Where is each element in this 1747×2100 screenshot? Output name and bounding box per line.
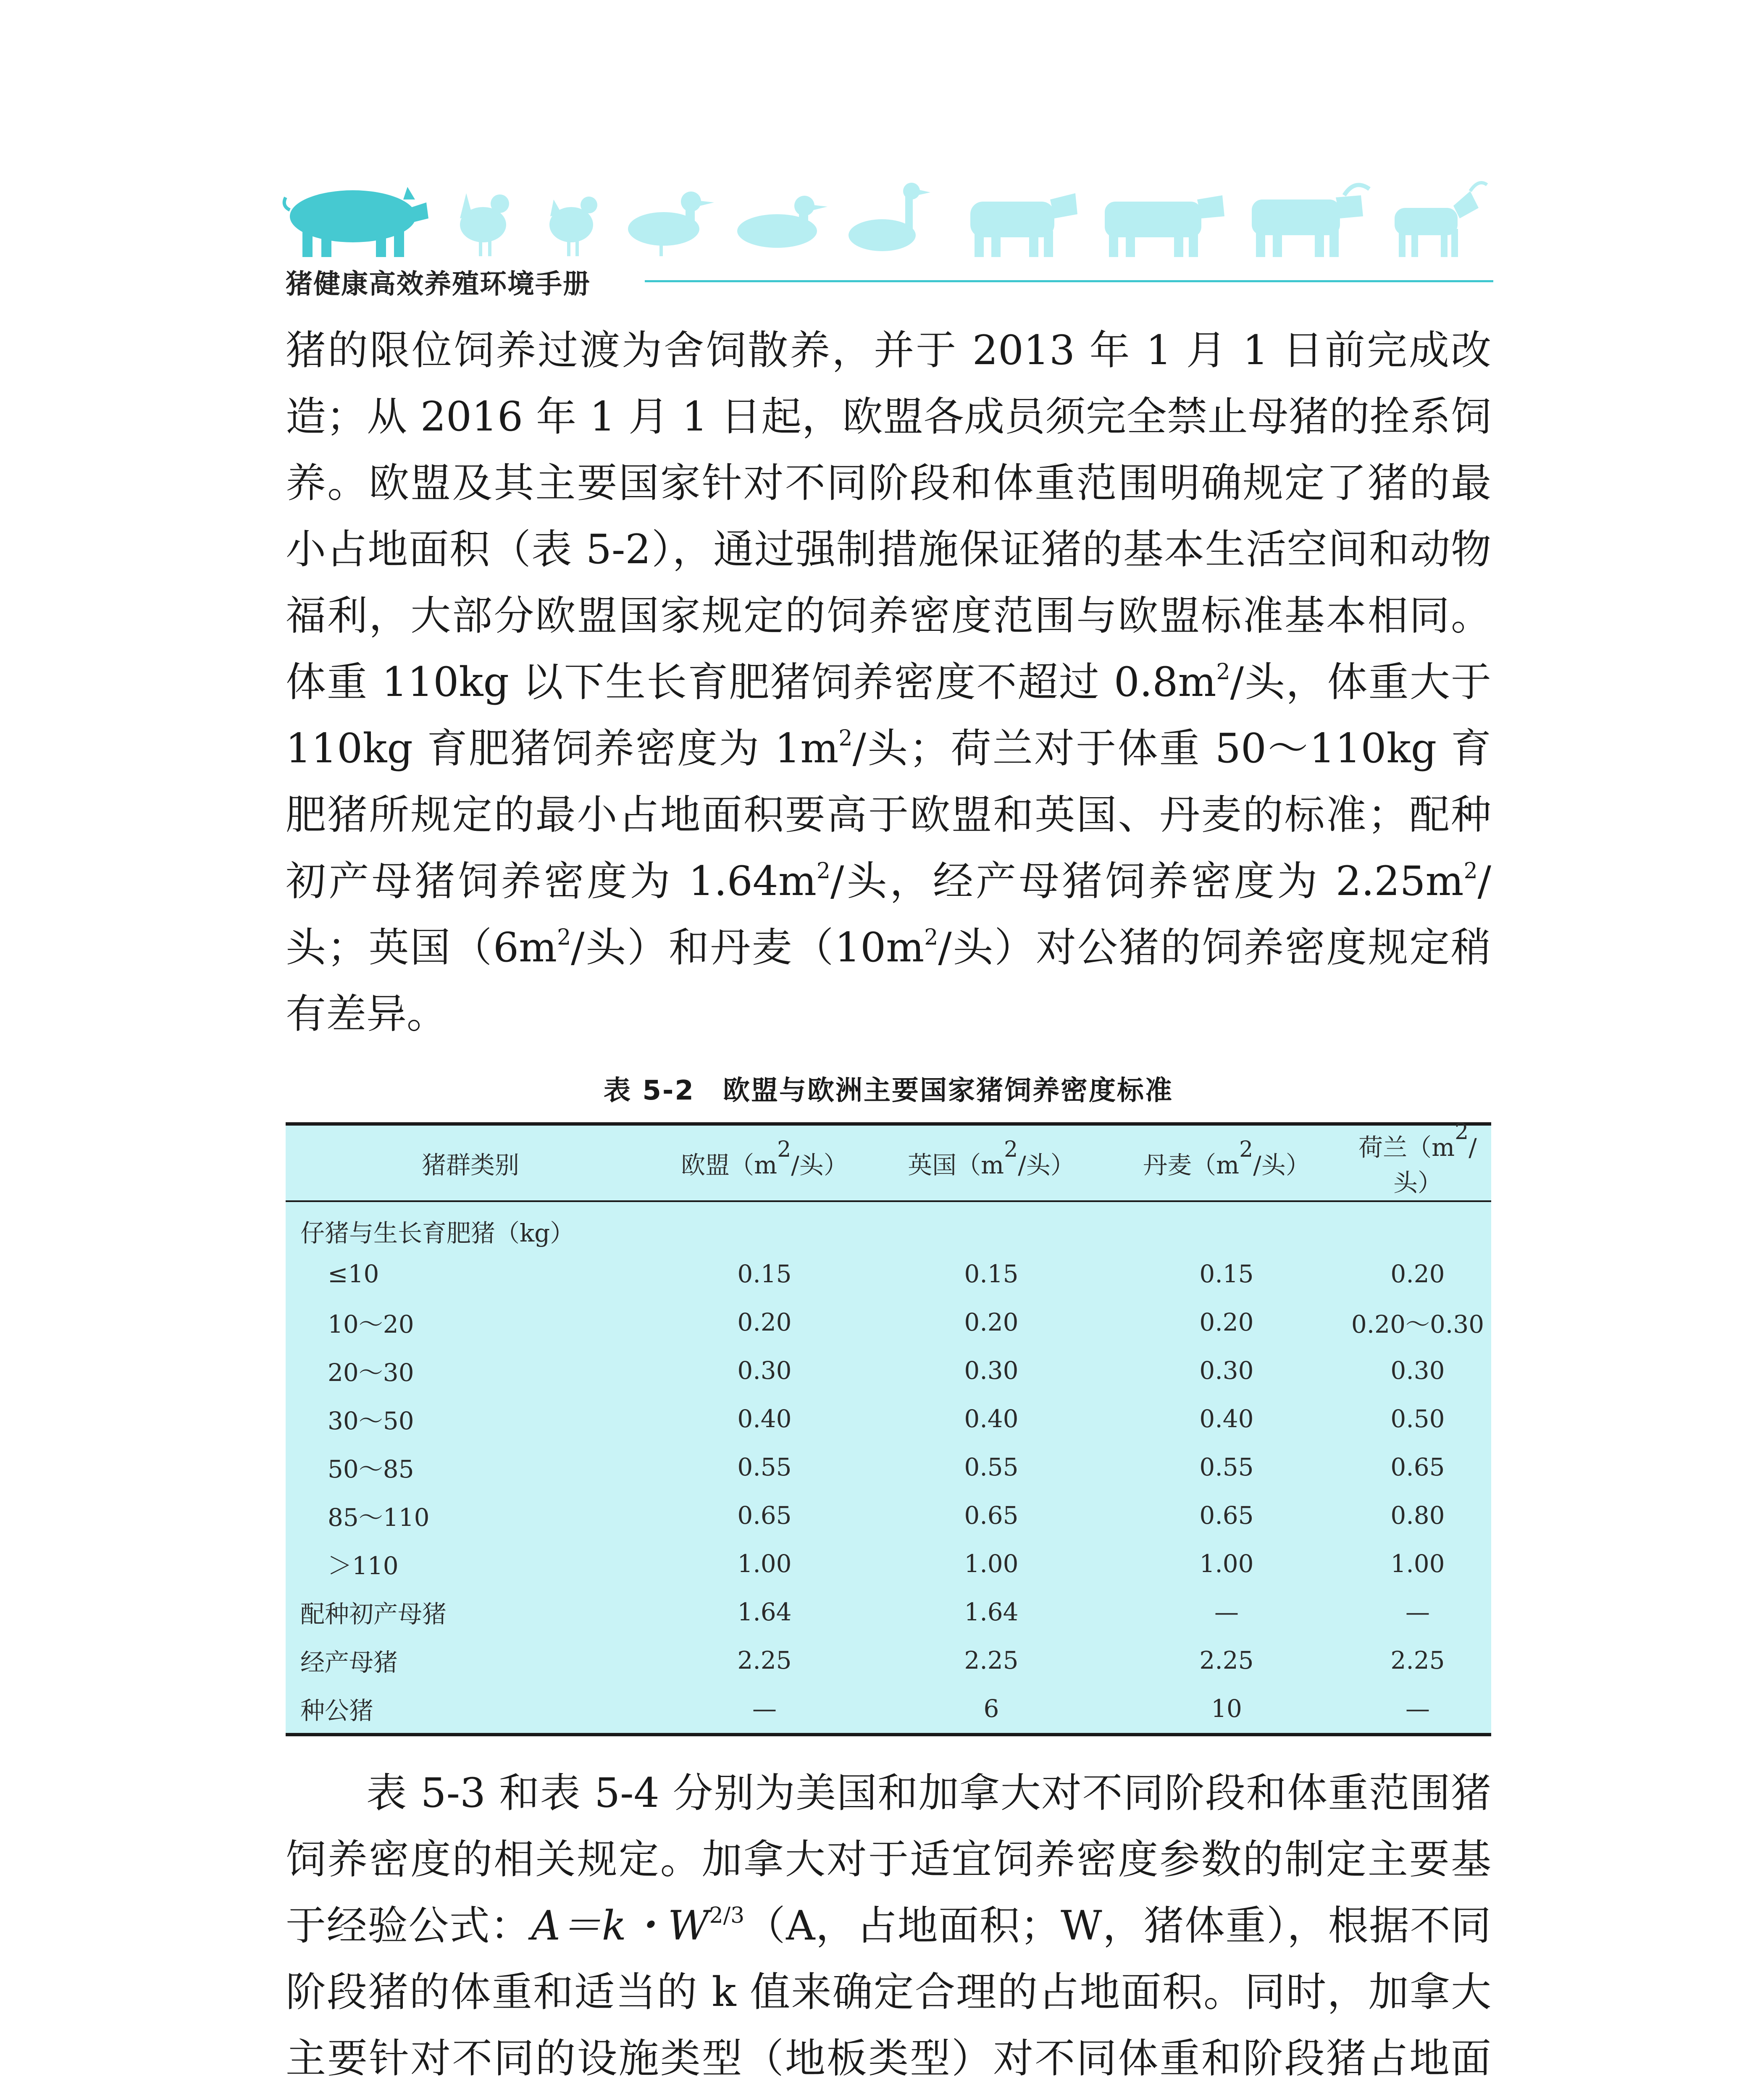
cell-uk: 6 bbox=[983, 1694, 999, 1723]
cell-eu bbox=[655, 1201, 874, 1250]
cell-eu: — bbox=[752, 1694, 777, 1723]
row-category: ＞110 bbox=[328, 1551, 399, 1580]
cell-denmark: 0.65 bbox=[1199, 1501, 1254, 1530]
cell-denmark: 0.30 bbox=[1199, 1356, 1254, 1385]
cell-denmark: 2.25 bbox=[1199, 1646, 1254, 1675]
cell-denmark: — bbox=[1214, 1597, 1239, 1626]
formula: A＝k・W bbox=[531, 1902, 709, 1949]
cell-denmark: 1.00 bbox=[1199, 1549, 1254, 1578]
cell-uk: 0.55 bbox=[964, 1452, 1019, 1481]
row-category: 85～110 bbox=[328, 1503, 430, 1532]
cell-eu: 0.55 bbox=[737, 1452, 792, 1481]
cell-denmark bbox=[1109, 1201, 1344, 1250]
table-row bbox=[286, 1588, 1491, 1636]
row-category: 仔猪与生长育肥猪（kg） bbox=[300, 1218, 575, 1247]
cell-uk: 2.25 bbox=[964, 1646, 1019, 1675]
row-category: ≤10 bbox=[328, 1259, 379, 1288]
cell-uk: 0.30 bbox=[964, 1356, 1019, 1385]
cell-netherlands: 0.20 bbox=[1390, 1259, 1445, 1288]
cell-uk: 0.40 bbox=[964, 1404, 1019, 1433]
table-row bbox=[286, 1298, 1491, 1346]
cell-netherlands: 0.50 bbox=[1390, 1404, 1445, 1433]
row-category: 配种初产母猪 bbox=[300, 1599, 447, 1628]
table-row bbox=[286, 1394, 1491, 1443]
row-category: 种公猪 bbox=[300, 1696, 374, 1725]
cell-netherlands: 0.80 bbox=[1390, 1501, 1445, 1530]
cell-eu: 0.30 bbox=[737, 1356, 792, 1385]
goat-icon bbox=[1395, 183, 1487, 257]
header-eu: 欧盟（$m^2/$头） bbox=[681, 1137, 848, 1179]
row-category: 50～85 bbox=[328, 1454, 414, 1483]
cell-netherlands: — bbox=[1405, 1597, 1430, 1626]
cell-uk: 0.15 bbox=[964, 1259, 1019, 1288]
cell-netherlands: — bbox=[1405, 1694, 1430, 1723]
table-row bbox=[286, 1443, 1491, 1491]
duck-icon bbox=[737, 196, 828, 248]
duck-icon bbox=[628, 192, 714, 256]
hen-icon bbox=[549, 197, 597, 256]
body-paragraph-1: 猪的限位饲养过渡为舍饲散养，并于 2013 年 1 月 1 日前完成改造；从 2016 年 1 月 1 日起，欧盟各成员须完全禁止母猪的拴系饲养。欧盟及其主要国家针对不同阶段和体重范围明确规定了猪的最小占地面积（表 5-2），通过强制措施保证猪的基本生活空间和动物福利，大部分欧盟国家规定的饲养密度范围与欧盟标准基本相同。体重 110kg 以下生长育肥猪饲养密度不超过 $0.8m^2/$头，体重大于 110kg 育肥猪饲养密度为 $1m^2/$头；荷兰对于体重 50～110kg 育肥猪所规定的最小占地面积要高于欧盟和英国、丹麦的标准；配种初产母猪饲养密度为 $1.64m^2/$头，经产母猪饲养密度为 $2.25m^2/$头；英国（$6m^2/$头）和丹麦（$10m^2/$头）对公猪的饲养密度规定稍有差异。 bbox=[286, 327, 1504, 1037]
body-paragraph-2: 表 5-3 和表 5-4 分别为美国和加拿大对不同阶段和体重范围猪饲养密度的相关规定。加拿大对于适宜饲养密度参数的制定主要基于经验公式：A＝k・$W^{2/3}(A$，占地面积；W，猪体重），根据不同阶段猪的体重和适当的 k 值来确定合理的占地面积。同时，加拿大主要针对不同的设施类型（地板类型）对不同体重和阶段猪占地面 bbox=[286, 1769, 1492, 2082]
cell-uk: 1.00 bbox=[964, 1549, 1019, 1578]
header-rule bbox=[645, 280, 1493, 282]
cell-eu: 2.25 bbox=[737, 1646, 792, 1675]
cell-netherlands: 2.25 bbox=[1390, 1646, 1445, 1675]
density-table bbox=[286, 1119, 1491, 1736]
cell-uk: 0.65 bbox=[964, 1501, 1019, 1530]
row-category: 经产母猪 bbox=[300, 1648, 398, 1677]
row-category: 30～50 bbox=[328, 1406, 414, 1435]
table-row bbox=[286, 1201, 1491, 1250]
pig-icon bbox=[284, 187, 428, 257]
cell-eu: 1.64 bbox=[737, 1597, 792, 1626]
cell-eu: 1.00 bbox=[737, 1549, 792, 1578]
cell-denmark: 0.15 bbox=[1199, 1259, 1254, 1288]
cell-uk bbox=[874, 1201, 1109, 1250]
cell-uk: 0.20 bbox=[964, 1307, 1019, 1336]
table-row bbox=[286, 1346, 1491, 1394]
cell-eu: 0.20 bbox=[737, 1307, 792, 1336]
table-row bbox=[286, 1684, 1491, 1732]
cell-uk: 1.64 bbox=[964, 1597, 1019, 1626]
goose-icon bbox=[849, 183, 930, 251]
cell-denmark: 0.20 bbox=[1199, 1307, 1254, 1336]
cell-eu: 0.15 bbox=[737, 1259, 792, 1288]
chicken-icon bbox=[460, 193, 509, 256]
cell-netherlands: 0.20～0.30 bbox=[1351, 1310, 1484, 1339]
table-row bbox=[286, 1539, 1491, 1588]
row-category: 20～30 bbox=[328, 1358, 414, 1387]
cell-netherlands: 0.30 bbox=[1390, 1356, 1445, 1385]
cell-denmark: 10 bbox=[1211, 1694, 1242, 1723]
cell-netherlands bbox=[1344, 1201, 1491, 1250]
cell-eu: 0.65 bbox=[737, 1501, 792, 1530]
header-animal-band bbox=[281, 176, 1491, 260]
table-row bbox=[286, 1250, 1491, 1298]
cell-denmark: 0.40 bbox=[1199, 1404, 1254, 1433]
table-row bbox=[286, 1491, 1491, 1539]
cell-netherlands: 1.00 bbox=[1390, 1549, 1445, 1578]
table-row bbox=[286, 1636, 1491, 1684]
cell-denmark: 0.55 bbox=[1199, 1452, 1254, 1481]
header-denmark: 丹麦（$m^2/$头） bbox=[1143, 1137, 1310, 1179]
book-title: 猪健康高效养殖环境手册 bbox=[286, 269, 591, 300]
table-caption: 表 5-2 欧盟与欧洲主要国家猪饲养密度标准 bbox=[604, 1075, 1173, 1106]
row-category: 10～20 bbox=[328, 1310, 414, 1339]
table-header-row bbox=[286, 1126, 1491, 1201]
header-uk: 英国（$m^2/$头） bbox=[908, 1137, 1075, 1179]
buffalo-icon bbox=[1252, 185, 1369, 257]
header-category: 猪群类别 bbox=[421, 1151, 519, 1179]
header-netherlands: 荷兰（$m^2/$头） bbox=[1358, 1119, 1477, 1197]
cow-icon bbox=[970, 193, 1077, 257]
cell-netherlands: 0.65 bbox=[1390, 1452, 1445, 1481]
cell-eu: 0.40 bbox=[737, 1404, 792, 1433]
cattle-icon bbox=[1105, 195, 1224, 257]
